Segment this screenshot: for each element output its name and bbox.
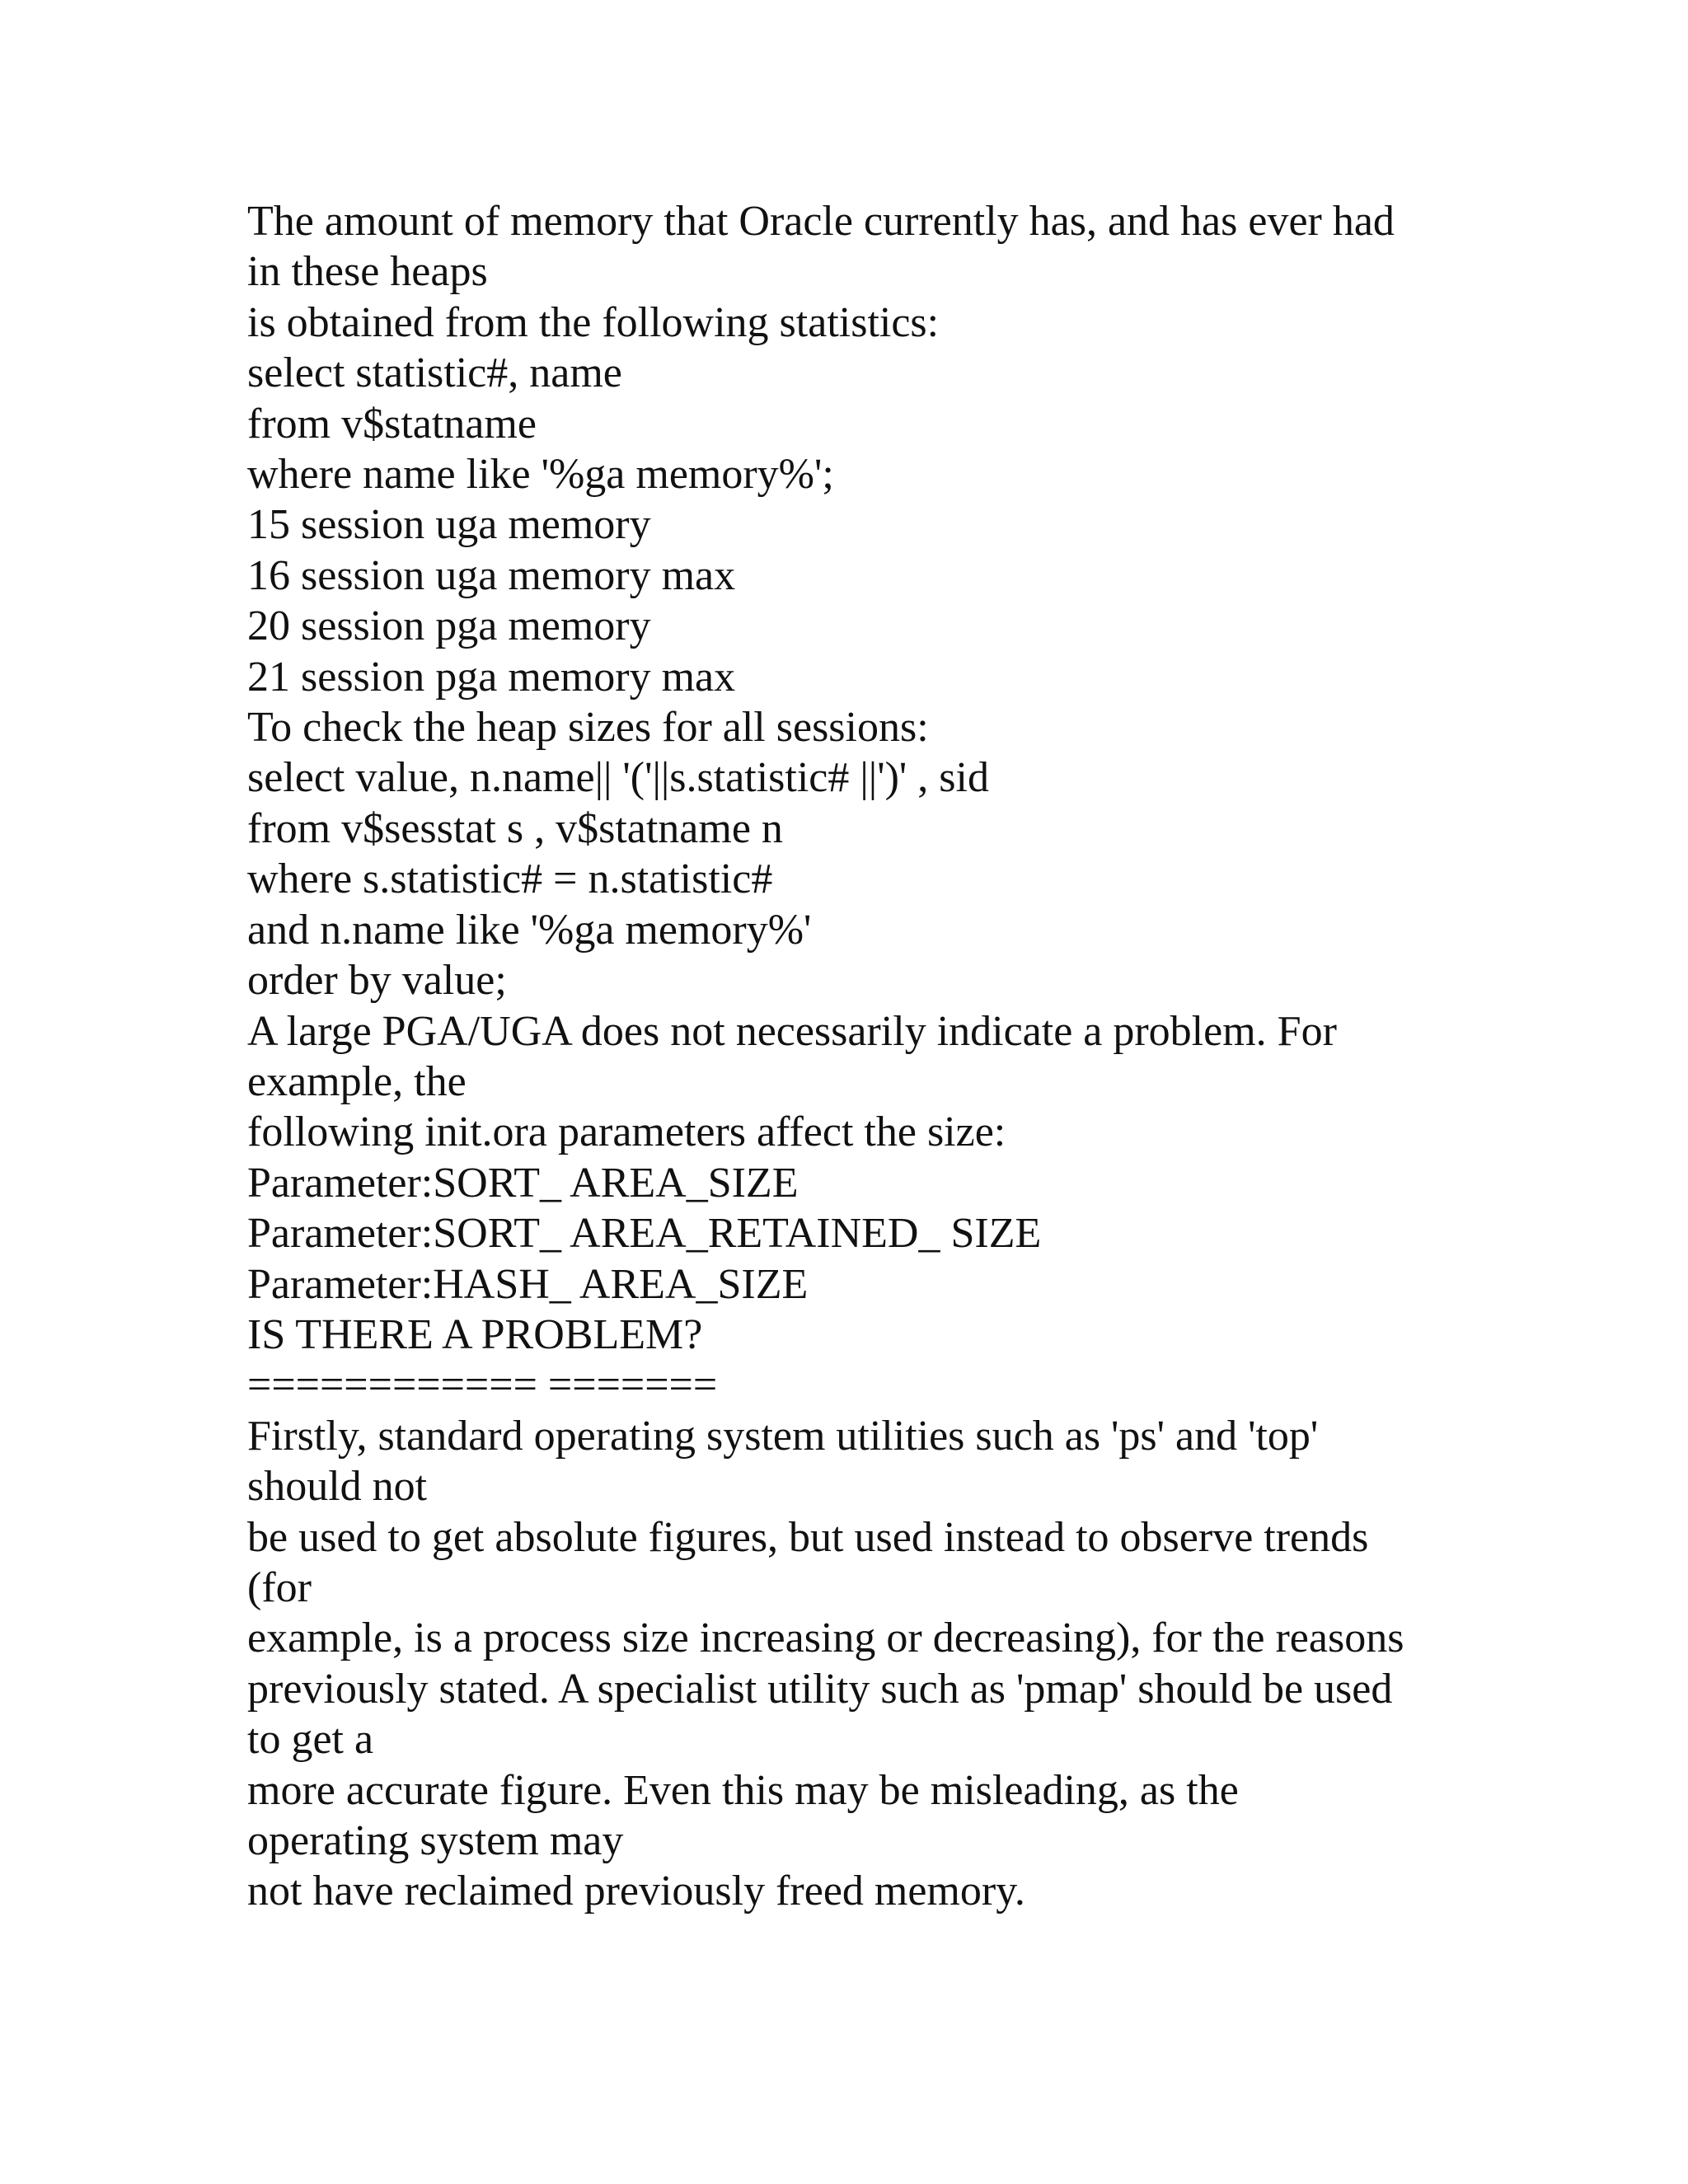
sql-line: order by value; <box>247 957 507 1005</box>
section-heading: IS THERE A PROBLEM? <box>247 1310 703 1358</box>
sql-line: where s.statistic# = n.statistic# <box>247 855 773 903</box>
text-line: is obtained from the following statistics: <box>247 298 940 346</box>
sql-line: from v$statname <box>247 400 537 448</box>
statistic-line: 15 session uga memory <box>247 501 651 549</box>
text-line: to get a <box>247 1716 374 1764</box>
sql-line: select value, n.name|| '('||s.statistic# ||')' , sid <box>247 754 989 802</box>
text-line: should not <box>247 1463 428 1511</box>
document-body <box>247 196 1484 1917</box>
text-line: Firstly, standard operating system utilities such as 'ps' and 'top' <box>247 1412 1319 1460</box>
sql-line: select statistic#, name <box>247 349 622 397</box>
text-line: operating system may <box>247 1817 624 1864</box>
parameter-line: Parameter:SORT_ AREA_RETAINED_ SIZE <box>247 1210 1042 1258</box>
heading-underline: ============ ======= <box>247 1361 718 1409</box>
text-line: To check the heap sizes for all sessions: <box>247 704 929 752</box>
statistic-line: 20 session pga memory <box>247 602 651 650</box>
sql-line: and n.name like '%ga memory%' <box>247 906 812 954</box>
text-line: example, is a process size increasing or decreasing), for the reasons <box>247 1615 1404 1662</box>
parameter-line: Parameter:HASH_ AREA_SIZE <box>247 1260 809 1308</box>
statistic-line: 21 session pga memory max <box>247 653 736 701</box>
text-line: The amount of memory that Oracle currently has, and has ever had <box>247 198 1395 245</box>
text-line: be used to get absolute figures, but used instead to observe trends <box>247 1513 1369 1561</box>
text-line: not have reclaimed previously freed memory. <box>247 1868 1025 1915</box>
sql-line: where name like '%ga memory%'; <box>247 451 834 499</box>
text-line: more accurate figure. Even this may be misleading, as the <box>247 1766 1239 1814</box>
text-line: (for <box>247 1563 312 1611</box>
text-line: example, the <box>247 1057 467 1105</box>
text-line: in these heaps <box>247 248 488 296</box>
statistic-line: 16 session uga memory max <box>247 551 736 599</box>
parameter-line: Parameter:SORT_ AREA_SIZE <box>247 1159 799 1207</box>
sql-line: from v$sesstat s , v$statname n <box>247 804 783 852</box>
text-line: A large PGA/UGA does not necessarily indicate a problem. For <box>247 1007 1337 1055</box>
text-line: previously stated. A specialist utility such as 'pmap' should be used <box>247 1665 1393 1713</box>
text-line: following init.ora parameters affect the size: <box>247 1108 1006 1156</box>
